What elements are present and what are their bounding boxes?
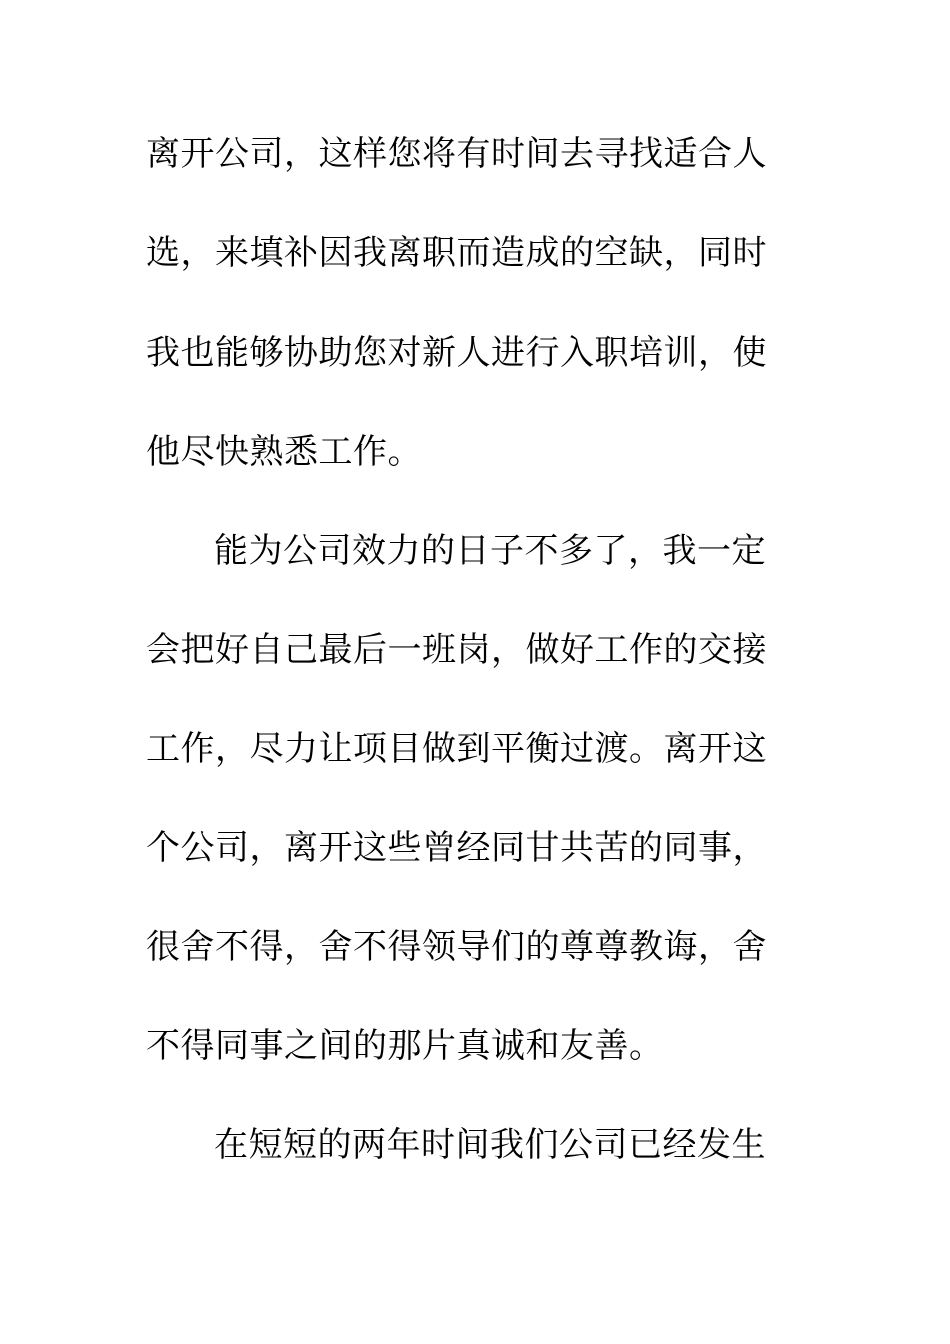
paragraph-2-line-4: 个公司，离开这些曾经同甘共苦的同事， xyxy=(146,828,767,868)
paragraph-1-line-2: 选，来填补因我离职而造成的空缺，同时 xyxy=(146,233,767,273)
paragraph-2-line-1: 能为公司效力的日子不多了，我一定 xyxy=(214,531,766,571)
paragraph-1-line-4: 他尽快熟悉工作。 xyxy=(146,432,422,472)
paragraph-1-line-3: 我也能够协助您对新人进行入职培训，使 xyxy=(146,333,767,373)
paragraph-1-line-1: 离开公司，这样您将有时间去寻找适合人 xyxy=(146,134,767,174)
paragraph-2-line-6: 不得同事之间的那片真诚和友善。 xyxy=(146,1026,664,1066)
paragraph-2-line-3: 工作，尽力让项目做到平衡过渡。离开这 xyxy=(146,729,767,769)
paragraph-3-line-1: 在短短的两年时间我们公司已经发生 xyxy=(214,1125,766,1165)
paragraph-2-line-5: 很舍不得，舍不得领导们的尊尊教诲，舍 xyxy=(146,927,767,967)
paragraph-2-line-2: 会把好自己最后一班岗，做好工作的交接 xyxy=(146,630,767,670)
